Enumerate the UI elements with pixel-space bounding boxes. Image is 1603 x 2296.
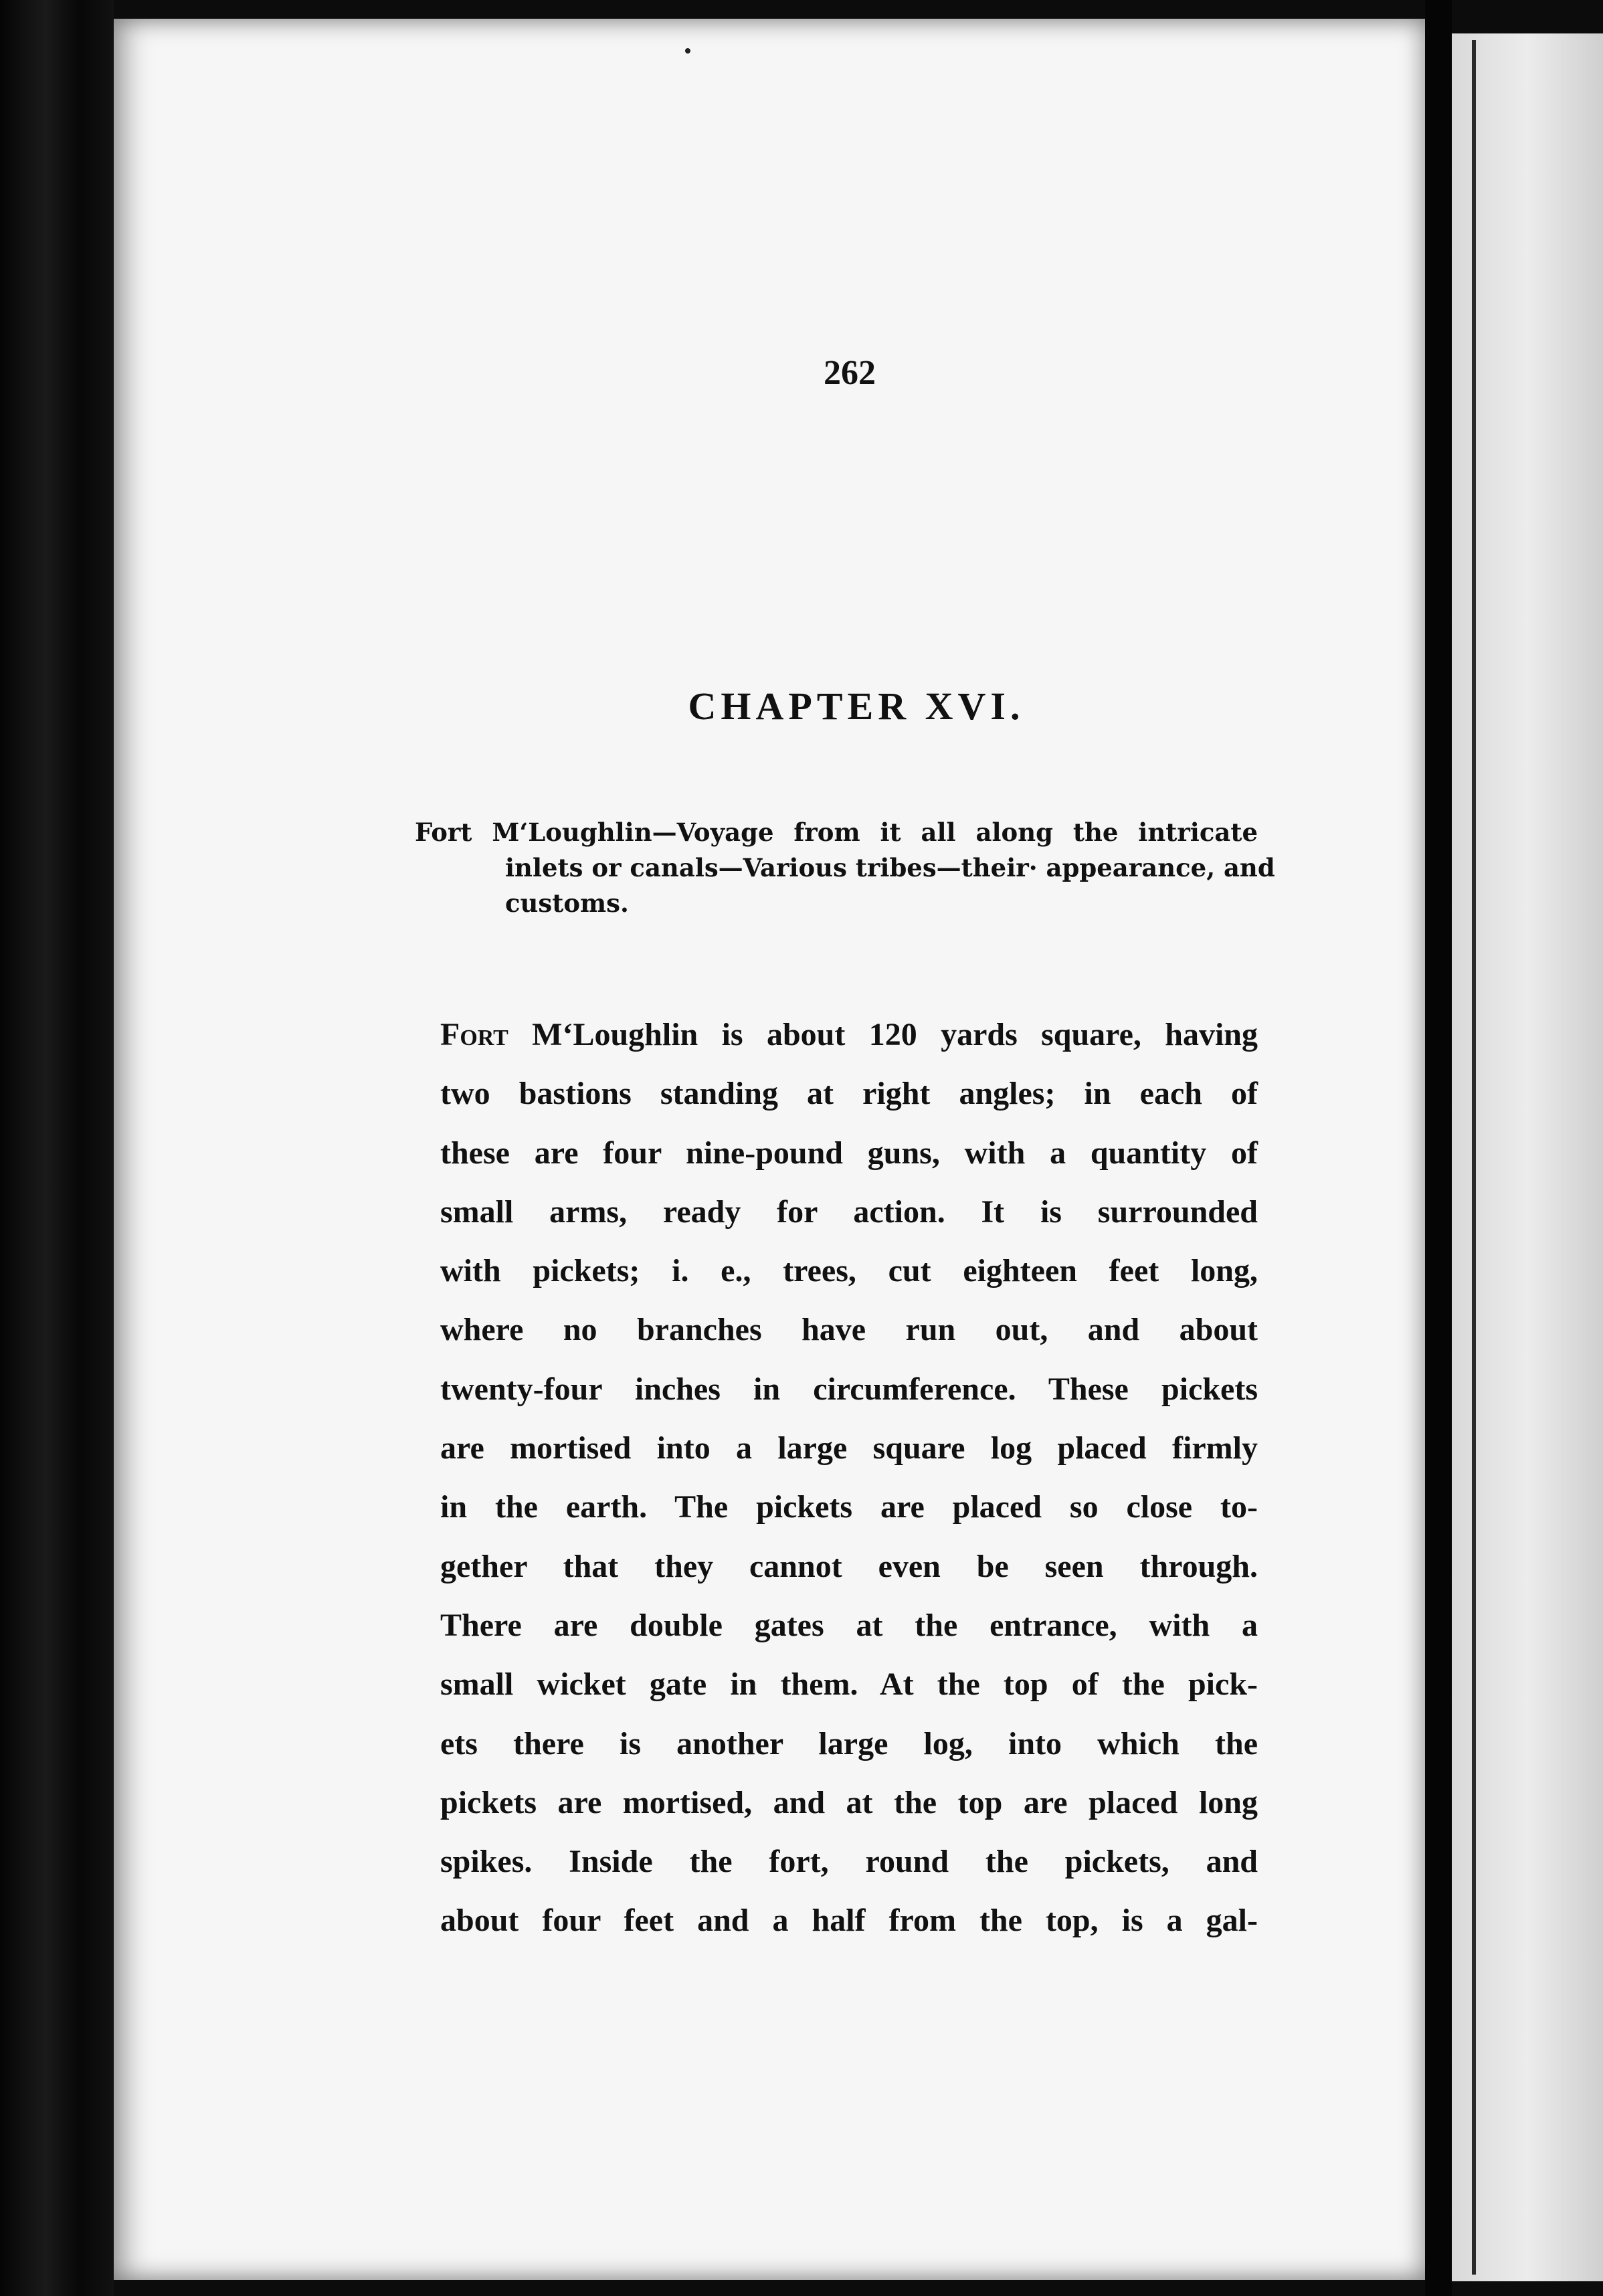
body-line: There are double gates at the entrance, with a [440,1607,1258,1643]
body-line: two bastions standing at right angles; in each of [440,1076,1258,1112]
body-line: with pickets; i. e., trees, cut eighteen feet long, [440,1253,1258,1289]
body-line: in the earth. The pickets are placed so close to- [440,1489,1258,1525]
body-line: are mortised into a large square log placed firmly [440,1430,1258,1466]
ink-speck [685,48,690,54]
body-line-text: M‘Loughlin is about 120 yards square, having [508,1017,1258,1052]
synopsis-line: customs. [505,888,629,918]
chapter-synopsis [415,815,1275,921]
body-line: ets there is another large log, into which the [440,1725,1258,1761]
body-line: spikes. Inside the fort, round the pickets, and [440,1844,1258,1880]
body-line: where no branches have run out, and about [440,1312,1258,1348]
body-line: twenty-four inches in circumference. These pickets [440,1371,1258,1407]
book-binding-left [0,0,114,2296]
body-line: these are four nine-pound guns, with a quantity of [440,1135,1258,1171]
body-line: small arms, ready for action. It is surrounded [440,1193,1258,1230]
body-line: about four feet and a half from the top, is a gal- [440,1903,1258,1939]
synopsis-line: Fort M‘Loughlin—Voyage from it all along the intricate [415,818,1258,847]
body-line: gether that they cannot even be seen through. [440,1548,1258,1584]
body-line: pickets are mortised, and at the top are placed long [440,1784,1258,1820]
book-gutter [1425,0,1452,2296]
opening-word: Fort [440,1017,508,1052]
synopsis-line: inlets or canals—Various tribes—their· appearance, and [505,853,1275,882]
body-line-first [440,1006,1258,1064]
body-line: small wicket gate in them. At the top of the pick- [440,1666,1258,1703]
adjacent-page-shadow [1472,40,1476,2275]
chapter-title: CHAPTER XVI. [688,684,1025,728]
page-number: 262 [824,354,876,392]
body-text [440,1006,1258,1951]
